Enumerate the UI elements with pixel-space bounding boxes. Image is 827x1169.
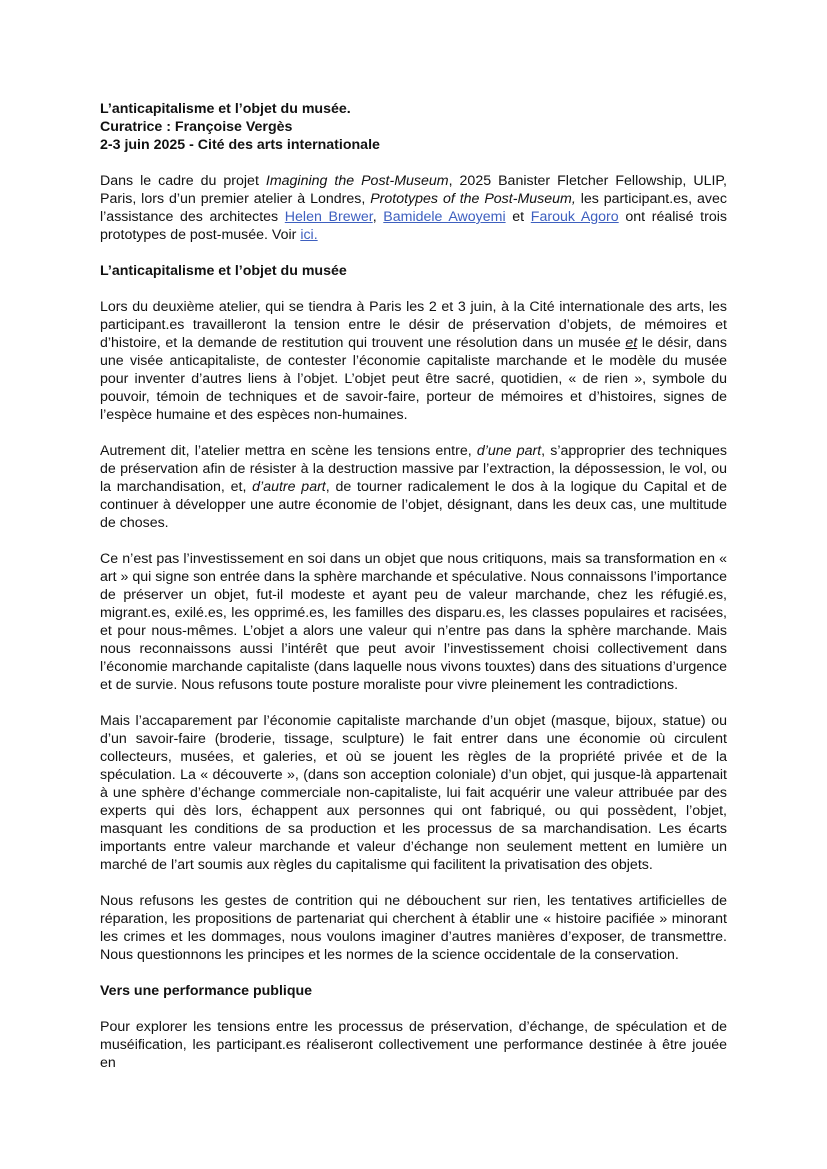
section-heading-anticapitalisme: L’anticapitalisme et l’objet du musée (100, 263, 347, 279)
text-run: ont réalisé trois prototypes de post-musée. Voir (100, 209, 727, 243)
project-title-italic: Imagining the Post-Museum (265, 173, 449, 189)
paragraph-investissement: Ce n’est pas l’investissement en soi dans un objet que nous critiquons, mais sa transformation en « art » qui signe son entrée dans la sphère marchande et spéculative. Nous connaissons l’importance de préserver un objet, fut-il modeste et ayant peu de valeur marchande, chez les réfugié.es, migrant.es, exilé.es, les opprimé.es, les familles des disparu.es, les classes populaires et racisées, et pour nous-mêmes. L’objet a alors une valeur qui n’entre pas dans la sphère marchande. Mais nous reconnaissons aussi l’intérêt que peut avoir l’investissement choisi collectivement dans l’économie marchande capitaliste (dans laquelle nous vivons touxtes) dans des situations d’urgence et de survie. Nous refusons toute posture moraliste pour vivre pleinement les contradictions. (100, 551, 727, 693)
text-run: les participant.es, avec l’assistance des architectes (100, 191, 727, 225)
link-helen-brewer[interactable]: Helen Brewer (284, 209, 373, 225)
text-run: , (372, 209, 384, 225)
paragraph-accaparement: Mais l’accaparement par l’économie capitaliste marchande d’un objet (masque, bijoux, statue) ou d’un savoir-faire (broderie, tissage, sculpture) le fait entrer dans une économie où circulent collecteurs, musées, et galeries, et où se jouent les règles de la propriété privée et de la spéculation. La « découverte », (dans son acception coloniale) d’un objet, qui jusque-là appartenait à une sphère d’échange commerciale non-capitaliste, lui fait acquérir une valeur attribuée par des experts qui dès lors, échappent aux personnes qui ont fabriqué, ou qui possèdent, l’objet, masquant les conditions de sa production et les processus de sa marchandisation. Les écarts importants entre valeur marchande et valeur d’échange non seulement mettent en lumière un marché de l’art soumis aux règles du capitalisme qui facilitent la privatisation des objets. (100, 713, 727, 873)
text-run: le désir, dans une visée anticapitaliste, de contester l’économie capitaliste marchande et le modèle du musée pour inventer d’autres liens à l’objet. L’objet peut être sacré, quotidien, « de rien », symbole du pouvoir, témoin de techniques et de savoir-faire, porteur de mémoires et d’histoires, signes de l’espèce humaine et des espèces non-humaines. (100, 335, 727, 423)
intro-paragraph (100, 172, 727, 244)
link-voir-ici[interactable]: ici. (300, 227, 318, 243)
document-title: L’anticapitalisme et l’objet du musée. (100, 101, 351, 117)
text-run: , 2025 Banister Fletcher Fellowship, ULIP, Paris, lors d’un premier atelier à Londres, (100, 173, 727, 207)
emphasis-dautre-part: d’autre part (252, 479, 326, 495)
link-bamidele-awoyemi[interactable]: Bamidele Awoyemi (383, 209, 506, 225)
paragraph-performance: Pour explorer les tensions entre les processus de préservation, d’échange, de spéculation et de muséification, les participant.es réaliseront collectivement une performance destinée à être jouée en (100, 1019, 727, 1071)
text-run: Lors du deuxième atelier, qui se tiendra à Paris les 2 et 3 juin, à la Cité internationale des arts, les participant.es travailleront la tension entre le désir de préservation d’objets, de mémoires et d’histoire, et la demande de restitution qui trouvent une résolution dans un musée (100, 299, 727, 351)
emphasis-dune-part: d’une part (476, 443, 542, 459)
text-run: , s’approprier des techniques de préservation afin de résister à la destruction massive par l’extraction, la dépossession, le vol, ou la marchandisation, et, (100, 443, 727, 495)
text-run: , de tourner radicalement le dos à la logique du Capital et de continuer à développer une autre économie de l’objet, désignant, dans les deux cas, une multitude de choses. (100, 479, 727, 531)
document-body (100, 100, 727, 1090)
text-run: Dans le cadre du projet (100, 173, 266, 189)
document-header (100, 100, 727, 154)
text-run: et (505, 209, 531, 225)
section-heading-performance: Vers une performance publique (100, 983, 313, 999)
paragraph-contrition: Nous refusons les gestes de contrition qui ne débouchent sur rien, les tentatives artificielles de réparation, les propositions de partenariat qui cherchent à établir une « histoire pacifiée » minorant les crimes et les dommages, nous voulons imaginer d’autres manières d’exposer, de transmettre. Nous questionnons les principes et les normes de la science occidentale de la conservation. (100, 893, 727, 963)
emphasis-et: et (625, 335, 638, 351)
paragraph-deuxieme-atelier (100, 298, 727, 424)
workshop-title-italic: Prototypes of the Post-Museum, (370, 191, 576, 207)
dates-line: 2-3 juin 2025 - Cité des arts internationale (100, 137, 380, 153)
curator-line: Curatrice : Françoise Vergès (100, 119, 293, 135)
link-farouk-agoro[interactable]: Farouk Agoro (530, 209, 619, 225)
text-run: Autrement dit, l’atelier mettra en scène les tensions entre, (100, 443, 477, 459)
paragraph-autrement-dit (100, 442, 727, 532)
